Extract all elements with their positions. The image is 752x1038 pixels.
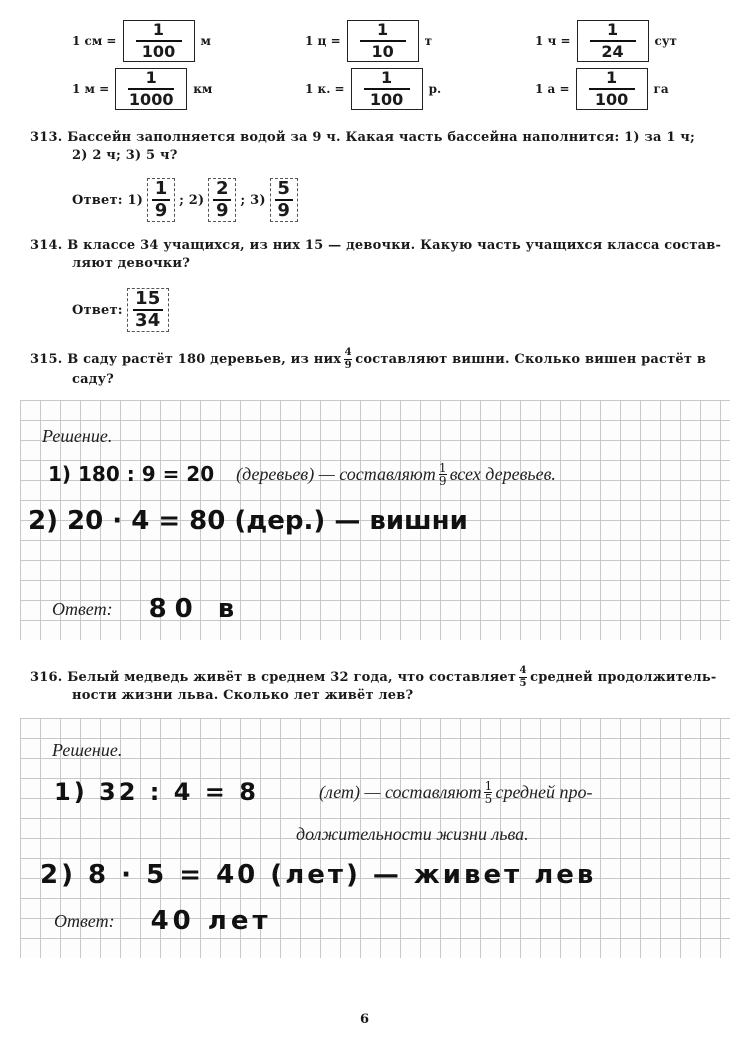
answer-box-3 [270, 178, 298, 222]
denominator: 34 [135, 310, 161, 331]
unit-left: 1 ч = [535, 34, 571, 48]
solution-label: Решение. [52, 740, 123, 760]
printed-text: (лет) — составляют [318, 781, 482, 802]
unit-fraction-box [351, 68, 423, 110]
unit-row-cm [72, 20, 211, 62]
answer-label: Ответ: [52, 598, 113, 619]
unit-right: км [193, 82, 213, 96]
unit-left: 1 а = [535, 82, 570, 96]
inline-fraction [484, 778, 493, 806]
problem-number: 315. [30, 352, 63, 367]
problem-text-b: средней продолжитель- [530, 670, 717, 685]
denominator: 9 [344, 360, 352, 371]
denominator: 100 [594, 90, 629, 109]
denominator: 24 [601, 42, 624, 61]
denominator: 5 [519, 678, 527, 689]
printed-text: средней про- [495, 781, 593, 802]
answer-label: Ответ: [54, 910, 115, 931]
problem-number: 313. [30, 130, 63, 145]
numerator: 4 [344, 347, 352, 358]
unit-right: га [653, 82, 669, 96]
unit-right: р. [428, 82, 442, 96]
solution-step-2: 2) 20 · 4 = 80 (дер.) — вишни [28, 506, 468, 536]
numerator: 5 [277, 178, 291, 199]
problem-314-line2: ляют девочки? [72, 256, 191, 271]
problem-315-line2: саду? [72, 372, 114, 387]
problem-313-answer [72, 178, 302, 222]
unit-fraction-box [347, 20, 419, 62]
unit-fraction-box [115, 68, 187, 110]
numerator: 1 [377, 20, 389, 39]
denominator: 9 [154, 200, 168, 221]
problem-number: 314. [30, 238, 63, 253]
problem-text-line1: Бассейн заполняется водой за 9 ч. Какая часть бассейна наполнится: 1) за 1 ч; [67, 130, 696, 145]
numerator: 4 [519, 665, 527, 676]
problem-313 [30, 130, 730, 145]
answer-box-2 [208, 178, 236, 222]
unit-row-h [535, 20, 677, 62]
answer-box [127, 288, 169, 332]
unit-row-k [305, 68, 441, 110]
denominator: 10 [371, 42, 394, 61]
numerator: 1 [154, 178, 168, 199]
printed-text: (деревьев) — составляют [236, 463, 436, 484]
answer-label: Ответ: [72, 302, 123, 318]
unit-row-c [305, 20, 432, 62]
inline-fraction [519, 666, 527, 689]
unit-right: сут [654, 34, 677, 48]
unit-left: 1 ц = [305, 34, 341, 48]
numerator: 1 [381, 68, 393, 87]
unit-left: 1 см = [72, 34, 117, 48]
denominator: 100 [369, 90, 404, 109]
inline-fraction [438, 460, 447, 488]
solution-step-1-continued: должительности жизни льва. [296, 824, 529, 844]
numerator: 1 [605, 68, 618, 87]
inline-fraction [344, 348, 352, 371]
answer-box-1 [147, 178, 175, 222]
numerator: 1 [606, 20, 619, 39]
problem-315 [30, 348, 740, 371]
problem-316 [30, 666, 740, 689]
handwritten-answer: 80 в [148, 594, 243, 624]
answer-sep-3: ; 3) [240, 192, 266, 208]
problem-314-answer [72, 288, 173, 332]
unit-fraction-box [123, 20, 195, 62]
unit-row-m [72, 68, 212, 110]
numerator: 15 [135, 288, 161, 309]
numerator: 1 [145, 68, 157, 87]
denominator: 5 [484, 791, 493, 806]
numerator: 2 [216, 178, 229, 199]
numerator: 1 [152, 20, 165, 39]
unit-left: 1 м = [72, 82, 110, 96]
solution-label: Решение. [42, 426, 113, 446]
problem-text-a: Белый медведь живёт в среднем 32 года, что составляет [67, 670, 517, 685]
unit-fraction-box [576, 68, 648, 110]
problem-text-b: составляют вишни. Сколько вишен растёт в [355, 352, 707, 367]
solution-answer [52, 594, 242, 624]
solution-step-1 [48, 462, 556, 486]
handwritten-answer: 40 лет [150, 906, 272, 936]
unit-right: м [200, 34, 211, 48]
handwritten-step: 1) 32 : 4 = 8 [54, 778, 259, 806]
solution-answer [54, 906, 272, 936]
numerator: 1 [438, 460, 447, 475]
denominator: 9 [438, 473, 447, 488]
problem-316-line2: ности жизни льва. Сколько лет живёт лев? [72, 688, 414, 703]
unit-right: т [424, 34, 433, 48]
denominator: 1000 [128, 90, 174, 109]
solution-step-2: 2) 8 · 5 = 40 (лет) — живет лев [40, 860, 597, 890]
denominator: 9 [277, 200, 291, 221]
solution-step-1 [54, 778, 593, 806]
unit-fraction-box [577, 20, 649, 62]
denominator: 9 [216, 200, 229, 221]
page-number: 6 [360, 1012, 370, 1027]
answer-sep-2: ; 2) [179, 192, 205, 208]
handwritten-step: 1) 180 : 9 = 20 [48, 462, 215, 486]
unit-left: 1 к. = [305, 82, 345, 96]
problem-313-line2: 2) 2 ч; 3) 5 ч? [72, 148, 178, 163]
denominator: 100 [141, 42, 176, 61]
problem-number: 316. [30, 670, 63, 685]
printed-text: всех деревьев. [449, 463, 556, 484]
problem-text-a: В саду растёт 180 деревьев, из них [67, 352, 342, 367]
unit-row-a [535, 68, 669, 110]
numerator: 1 [484, 778, 493, 793]
answer-label: Ответ: 1) [72, 192, 144, 208]
problem-314 [30, 238, 730, 253]
problem-text-line1: В классе 34 учащихся, из них 15 — девочки. Какую часть учащихся класса состав- [67, 238, 722, 253]
